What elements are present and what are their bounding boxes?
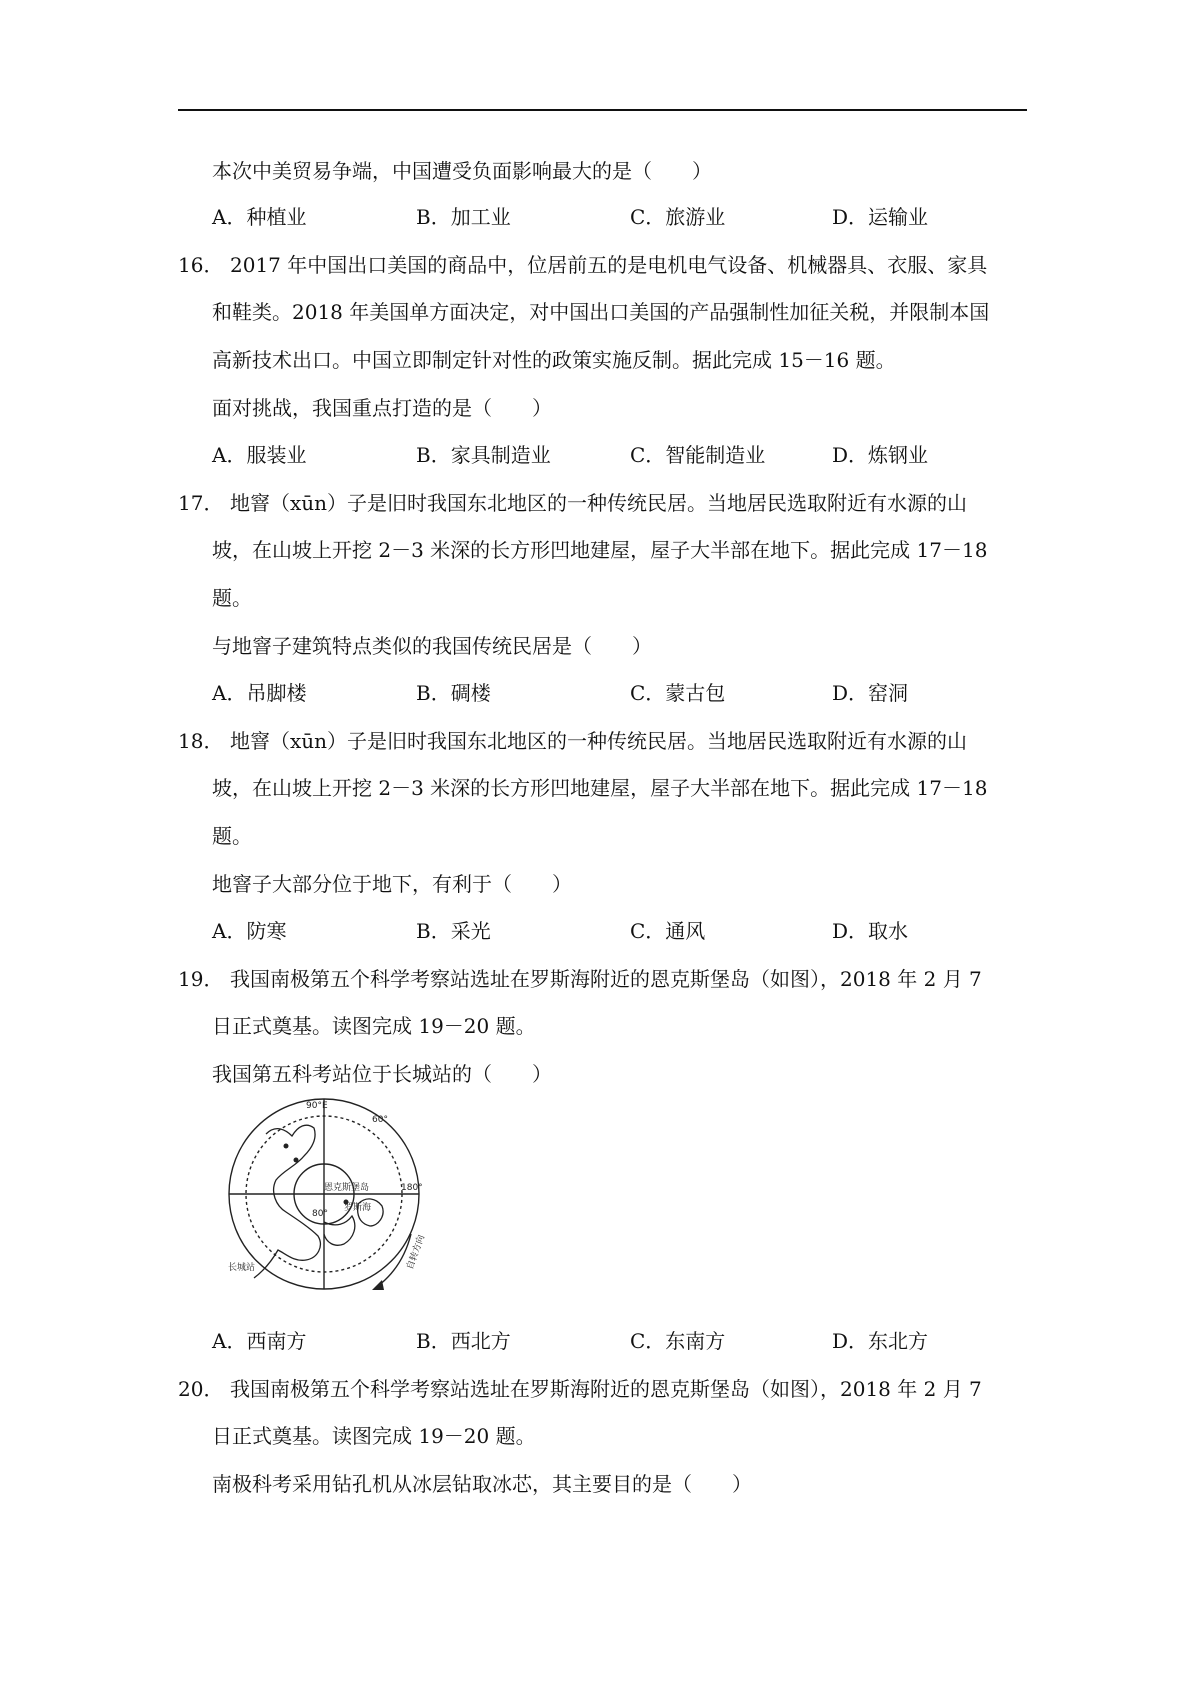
- q19-option-c[interactable]: C．东南方: [630, 1329, 726, 1353]
- q16-lead-line-3: 高新技术出口。中国立即制定针对性的政策实施反制。据此完成 15－16 题。: [212, 348, 896, 372]
- q17-stem: 与地窨子建筑特点类似的我国传统民居是（ ）: [212, 634, 652, 658]
- q18-lead-line-2: 坡，在山坡上开挖 2－3 米深的长方形凹地建屋，屋子大半部在地下。据此完成 17－18: [212, 776, 988, 800]
- lon-90e-label: 90°E: [306, 1101, 328, 1111]
- q16-lead-line-2: 和鞋类。2018 年美国单方面决定，对中国出口美国的产品强制性加征关税，并限制本国: [212, 300, 990, 324]
- q17-option-c[interactable]: C．蒙古包: [630, 681, 726, 705]
- q18-option-d[interactable]: D．取水: [832, 919, 909, 943]
- lat-60-label: 60°: [372, 1115, 388, 1125]
- station-new-label: 恩克斯堡岛: [324, 1183, 370, 1193]
- q19-number: 19．: [178, 967, 224, 991]
- q16-number: 16．: [178, 253, 224, 277]
- q16-option-d[interactable]: D．炼钢业: [832, 443, 929, 467]
- q18-option-b[interactable]: B．采光: [416, 919, 491, 943]
- rotation-direction-label: 自转方向: [405, 1233, 428, 1272]
- station-dot-1: [284, 1144, 289, 1149]
- station-dot-2: [294, 1158, 299, 1163]
- q18-lead-line-3: 题。: [212, 824, 252, 848]
- q15-option-b[interactable]: B．加工业: [416, 205, 511, 229]
- q17-option-b[interactable]: B．碉楼: [416, 681, 491, 705]
- q16-lead-line-1: 2017 年中国出口美国的商品中，位居前五的是电机电气设备、机械器具、衣服、家具: [230, 253, 988, 277]
- q19-lead-line-1: 我国南极第五个科学考察站选址在罗斯海附近的恩克斯堡岛（如图），2018 年 2 月 7: [230, 967, 982, 991]
- q17-lead-line-3: 题。: [212, 586, 252, 610]
- q19-option-a[interactable]: A．西南方: [212, 1329, 307, 1353]
- q18-lead-line-1: 地窨（xūn）子是旧时我国东北地区的一种传统民居。当地居民选取附近有水源的山: [230, 729, 968, 753]
- q16-option-b[interactable]: B．家具制造业: [416, 443, 551, 467]
- q17-lead-line-2: 坡，在山坡上开挖 2－3 米深的长方形凹地建屋，屋子大半部在地下。据此完成 17－18: [212, 538, 988, 562]
- antarctica-coastline: [254, 1125, 383, 1278]
- q15-option-a[interactable]: A．种植业: [212, 205, 307, 229]
- q17-option-d[interactable]: D．窑洞: [832, 681, 909, 705]
- q18-option-c[interactable]: C．通风: [630, 919, 706, 943]
- q20-stem: 南极科考采用钻孔机从冰层钻取冰芯，其主要目的是（ ）: [212, 1472, 752, 1496]
- q17-option-a[interactable]: A．吊脚楼: [212, 681, 307, 705]
- q19-lead-line-2: 日正式奠基。读图完成 19－20 题。: [212, 1014, 536, 1038]
- q18-option-a[interactable]: A．防寒: [212, 919, 287, 943]
- lat-80-label: 80°: [312, 1209, 328, 1219]
- station-sea-label: 罗斯海: [344, 1203, 372, 1213]
- q18-stem: 地窨子大部分位于地下，有利于（ ）: [212, 872, 572, 896]
- q18-number: 18．: [178, 729, 224, 753]
- q20-lead-line-1: 我国南极第五个科学考察站选址在罗斯海附近的恩克斯堡岛（如图），2018 年 2 月 7: [230, 1377, 982, 1401]
- q20-lead-line-2: 日正式奠基。读图完成 19－20 题。: [212, 1424, 536, 1448]
- q16-stem: 面对挑战，我国重点打造的是（ ）: [212, 396, 552, 420]
- q17-number: 17．: [178, 491, 224, 515]
- q19-option-b[interactable]: B．西北方: [416, 1329, 511, 1353]
- rotation-arrowhead: [372, 1280, 384, 1290]
- q19-stem: 我国第五科考站位于长城站的（ ）: [212, 1062, 552, 1086]
- q20-number: 20．: [178, 1377, 224, 1401]
- lon-180-label: 180°: [401, 1183, 423, 1193]
- header-rule: [178, 109, 1027, 111]
- q15-option-c[interactable]: C．旅游业: [630, 205, 726, 229]
- q16-option-c[interactable]: C．智能制造业: [630, 443, 766, 467]
- q15-option-d[interactable]: D．运输业: [832, 205, 929, 229]
- q16-option-a[interactable]: A．服装业: [212, 443, 307, 467]
- station-great-wall-label: 长城站: [228, 1263, 256, 1273]
- q15-stem: 本次中美贸易争端，中国遭受负面影响最大的是（ ）: [212, 159, 712, 183]
- q17-lead-line-1: 地窨（xūn）子是旧时我国东北地区的一种传统民居。当地居民选取附近有水源的山: [230, 491, 968, 515]
- antarctica-polar-map: [206, 1094, 456, 1294]
- q19-option-d[interactable]: D．东北方: [832, 1329, 929, 1353]
